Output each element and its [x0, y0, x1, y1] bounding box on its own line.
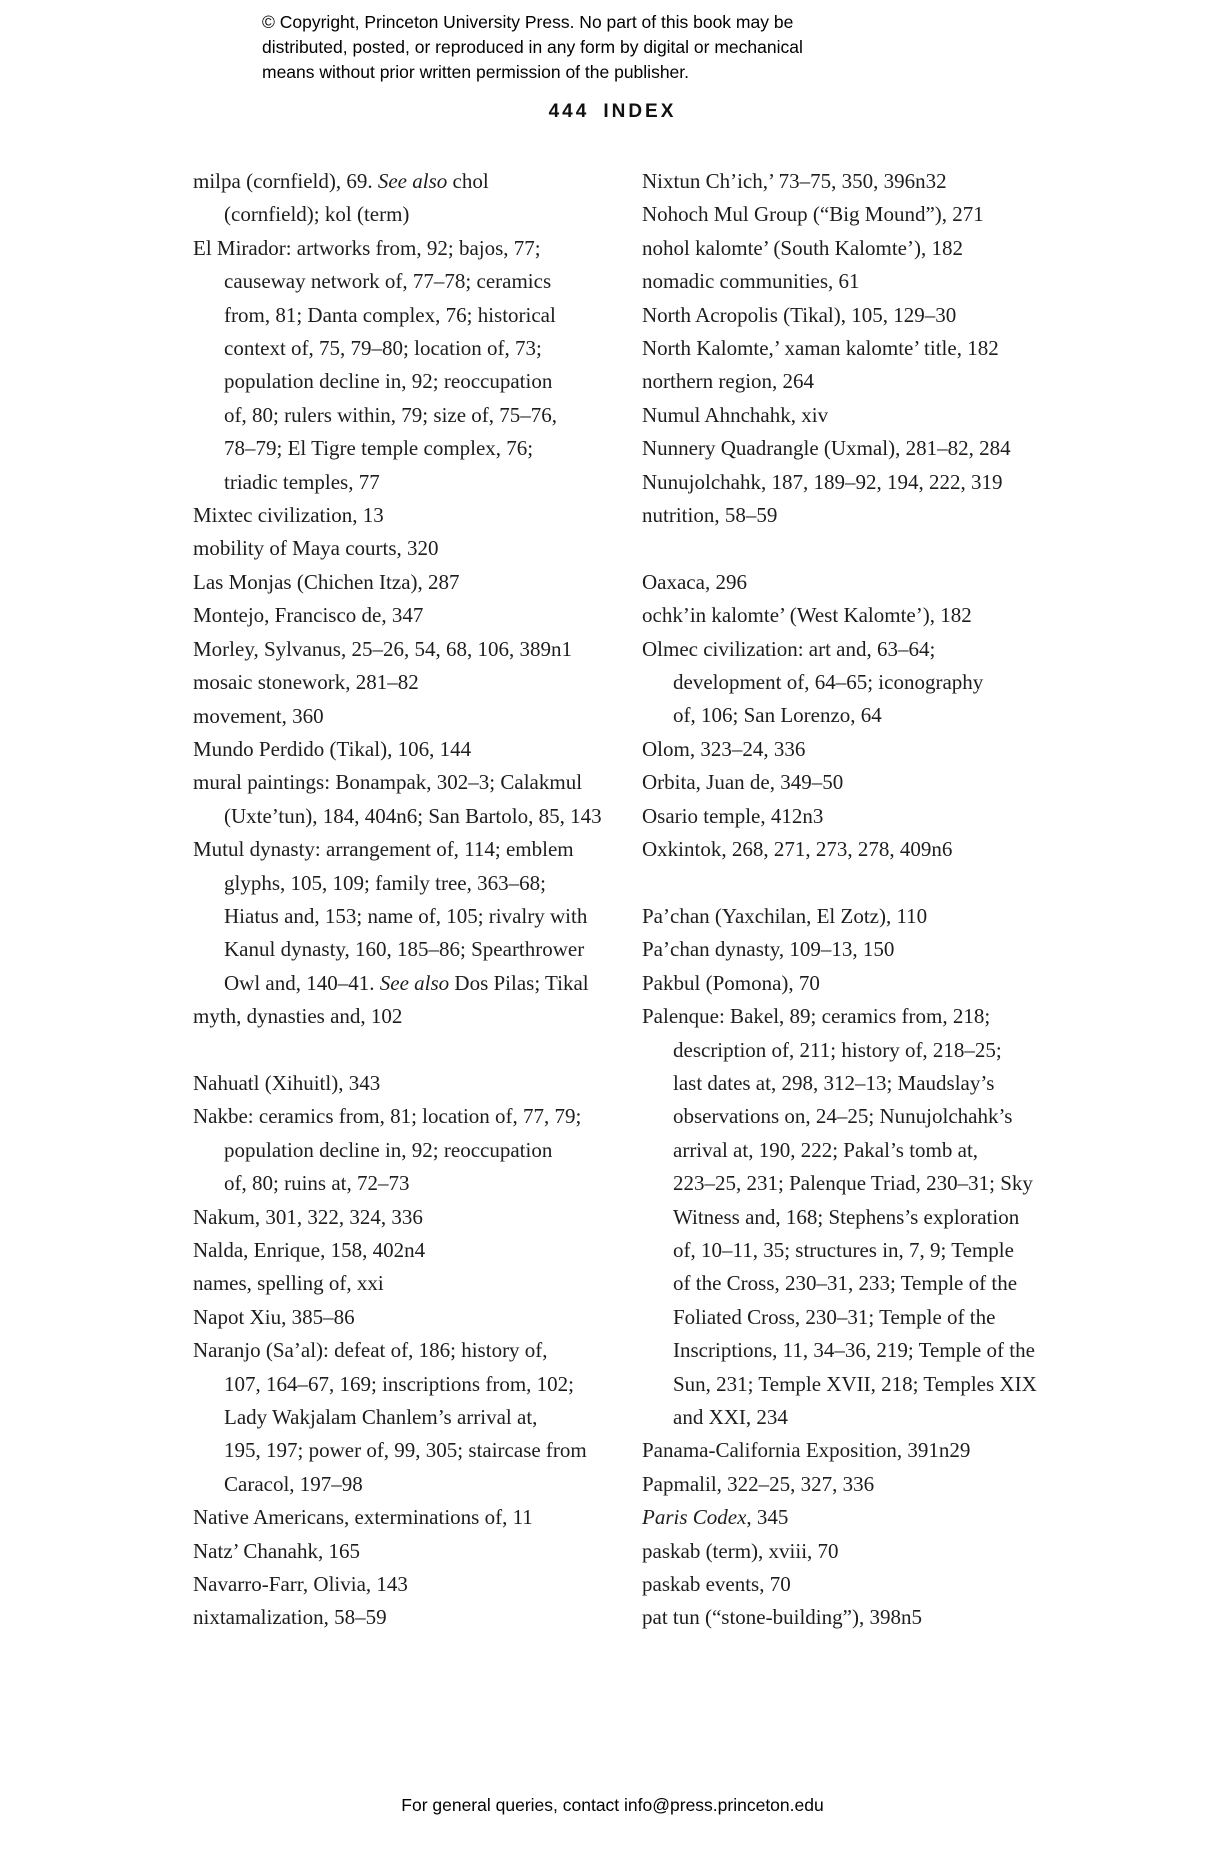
- index-entry-text: movement, 360: [193, 703, 324, 728]
- index-entry-line: [193, 198, 623, 231]
- index-entry-line: [193, 1201, 623, 1234]
- index-entry-line: [642, 1267, 1072, 1300]
- index-entry-line: [193, 599, 623, 632]
- index-entry-line: [193, 265, 623, 298]
- index-entry-line: [193, 165, 623, 198]
- index-entry-text: 78–79; El Tigre temple complex, 76;: [224, 436, 534, 461]
- index-entry-line: [193, 666, 623, 699]
- index-entry-line: [193, 1301, 623, 1334]
- index-entry-text: Witness and, 168; Stephens’s exploration: [673, 1204, 1020, 1229]
- index-entry-text: Mutul dynasty: arrangement of, 114; emblem: [193, 837, 574, 862]
- index-entry-line: [642, 933, 1072, 966]
- index-entry-text: North Kalomte,’ xaman kalomte’ title, 182: [642, 336, 999, 361]
- index-entry-text: description of, 211; history of, 218–25;: [673, 1037, 1002, 1062]
- index-entry-line: [642, 1401, 1072, 1434]
- index-entry-text: names, spelling of, xxi: [193, 1271, 384, 1296]
- index-entry-line: [642, 466, 1072, 499]
- index-entry-text: paskab (term), xviii, 70: [642, 1538, 839, 1563]
- index-entry-text: Caracol, 197–98: [224, 1471, 363, 1496]
- index-entry-text: Papmalil, 322–25, 327, 336: [642, 1471, 875, 1496]
- index-entry-line: [642, 332, 1072, 365]
- index-entry-text: causeway network of, 77–78; ceramics: [224, 269, 552, 294]
- index-entry-line: [642, 1034, 1072, 1067]
- index-entry-text: Las Monjas (Chichen Itza), 287: [193, 569, 460, 594]
- index-entry-line: [193, 299, 623, 332]
- index-entry-text: Numul Ahnchahk, xiv: [642, 402, 829, 427]
- index-entry-text: Mundo Perdido (Tikal), 106, 144: [193, 736, 472, 761]
- index-entry-text: myth, dynasties and, 102: [193, 1004, 403, 1029]
- index-column-right: [642, 165, 1072, 1635]
- index-entry-line: [193, 766, 623, 799]
- index-entry-line: [642, 1334, 1072, 1367]
- index-entry-text: El Mirador: artworks from, 92; bajos, 77;: [193, 235, 541, 260]
- index-entry-line: [193, 833, 623, 866]
- index-entry-line: [642, 800, 1072, 833]
- index-entry-text: Naranjo (Sa’al): defeat of, 186; history of,: [193, 1338, 548, 1363]
- index-entry-line: [642, 1167, 1072, 1200]
- index-entry-text: of, 106; San Lorenzo, 64: [673, 703, 882, 728]
- index-entry-line: [193, 633, 623, 666]
- index-entry-line: [642, 1501, 1072, 1534]
- index-entry-line: [642, 666, 1072, 699]
- index-entry-text: Nixtun Ch’ich,’ 73–75, 350, 396n32: [642, 169, 947, 193]
- index-entry-line: [193, 1267, 623, 1300]
- index-entry-line: [642, 833, 1072, 866]
- index-entry-text: mural paintings: Bonampak, 302–3; Calakmul: [193, 770, 583, 795]
- index-entry-text: Native Americans, exterminations of, 11: [193, 1505, 533, 1530]
- index-entry-line: [642, 699, 1072, 732]
- index-entry-line: [193, 967, 623, 1000]
- index-entry-text: nomadic communities, 61: [642, 269, 860, 294]
- index-entry-line: [193, 900, 623, 933]
- index-entry-italic-text: See also: [379, 970, 450, 995]
- index-entry-text: Navarro-Farr, Olivia, 143: [193, 1572, 408, 1597]
- index-entry-italic-text: See also: [377, 169, 448, 193]
- index-entry-text: Inscriptions, 11, 34–36, 219; Temple of the: [673, 1338, 1035, 1363]
- index-entry-line: [193, 566, 623, 599]
- index-entry-text: and XXI, 234: [673, 1405, 788, 1429]
- index-entry-text: Dos Pilas; Tikal: [449, 970, 589, 995]
- index-entry-line: [193, 1334, 623, 1367]
- copyright-line-1: © Copyright, Princeton University Press. No part of this book may be: [262, 12, 794, 32]
- index-entry-text: population decline in, 92; reoccupation: [224, 369, 553, 394]
- index-entry-line: [642, 399, 1072, 432]
- index-entry-text: glyphs, 105, 109; family tree, 363–68;: [224, 870, 546, 895]
- index-entry-line: [642, 232, 1072, 265]
- index-entry-text: Owl and, 140–41.: [224, 970, 380, 995]
- index-entry-line: [193, 1434, 623, 1467]
- index-entry-text: arrival at, 190, 222; Pakal’s tomb at,: [673, 1137, 979, 1162]
- index-entry-line: [193, 232, 623, 265]
- index-entry-text: ochk’in kalomte’ (West Kalomte’), 182: [642, 603, 972, 628]
- index-entry-line: [193, 1535, 623, 1568]
- index-entry-text: development of, 64–65; iconography: [673, 670, 984, 695]
- index-entry-text: Nohoch Mul Group (“Big Mound”), 271: [642, 202, 984, 227]
- index-entry-line: [193, 700, 623, 733]
- index-entry-line: [642, 633, 1072, 666]
- index-entry-line: [642, 1067, 1072, 1100]
- index-entry-text: Kanul dynasty, 160, 185–86; Spearthrower: [224, 937, 585, 962]
- index-entry-line: [193, 1067, 623, 1100]
- index-entry-line: [642, 900, 1072, 933]
- index-entry-text: from, 81; Danta complex, 76; historical: [224, 302, 556, 327]
- index-entry-text: Oxkintok, 268, 271, 273, 278, 409n6: [642, 837, 953, 862]
- index-entry-text: Orbita, Juan de, 349–50: [642, 770, 844, 795]
- index-entry-line: [642, 1201, 1072, 1234]
- index-entry-line: [193, 1167, 623, 1200]
- index-entry-line: [642, 599, 1072, 632]
- index-entry-line: [193, 399, 623, 432]
- index-entry-line: [193, 432, 623, 465]
- index-entry-line: [642, 499, 1072, 532]
- index-entry-line: [642, 1368, 1072, 1401]
- index-entry-line: [193, 1100, 623, 1133]
- index-entry-line: [642, 1100, 1072, 1133]
- index-entry-line: [642, 1134, 1072, 1167]
- index-entry-line: [642, 1434, 1072, 1467]
- index-entry-line: [642, 566, 1072, 599]
- index-entry-line: [193, 733, 623, 766]
- index-entry-text: of the Cross, 230–31, 233; Temple of the: [673, 1271, 1018, 1296]
- index-entry-text: population decline in, 92; reoccupation: [224, 1137, 553, 1162]
- index-entry-text: Oaxaca, 296: [642, 569, 747, 594]
- index-entry-text: Panama-California Exposition, 391n29: [642, 1438, 971, 1463]
- index-entry-line: [642, 198, 1072, 231]
- index-entry-line: [642, 967, 1072, 1000]
- index-entry-line: [642, 733, 1072, 766]
- index-entry-line: [193, 1000, 623, 1033]
- index-entry-text: nohol kalomte’ (South Kalomte’), 182: [642, 235, 963, 260]
- index-entry-text: Sun, 231; Temple XVII, 218; Temples XIX: [673, 1371, 1037, 1396]
- index-entry-line: [642, 165, 1072, 198]
- index-entry-text: of, 80; ruins at, 72–73: [224, 1171, 410, 1196]
- index-entry-line: [193, 800, 623, 833]
- index-entry-line: [193, 1368, 623, 1401]
- index-entry-line: [193, 1501, 623, 1534]
- index-entry-text: Olmec civilization: art and, 63–64;: [642, 636, 936, 661]
- index-entry-text: Montejo, Francisco de, 347: [193, 603, 424, 628]
- index-entry-line: [193, 1401, 623, 1434]
- index-entry-line: [642, 1535, 1072, 1568]
- copyright-notice: [262, 10, 803, 85]
- index-entry-text: Palenque: Bakel, 89; ceramics from, 218;: [642, 1004, 991, 1029]
- index-entry-text: Morley, Sylvanus, 25–26, 54, 68, 106, 389n1: [193, 636, 572, 661]
- index-entry-text: Hiatus and, 153; name of, 105; rivalry with: [224, 903, 588, 928]
- index-entry-line: [642, 1468, 1072, 1501]
- index-entry-text: triadic temples, 77: [224, 469, 380, 494]
- index-entry-text: nixtamalization, 58–59: [193, 1605, 387, 1630]
- index-entry-line: [193, 933, 623, 966]
- index-entry-line: [193, 1234, 623, 1267]
- index-entry-text: context of, 75, 79–80; location of, 73;: [224, 336, 542, 361]
- copyright-line-2: distributed, posted, or reproduced in any form by digital or mechanical: [262, 37, 803, 57]
- index-entry-text: (Uxte’tun), 184, 404n6; San Bartolo, 85, 143: [224, 803, 602, 828]
- index-entry-line: [193, 1568, 623, 1601]
- index-entry-text: Nunnery Quadrangle (Uxmal), 281–82, 284: [642, 436, 1011, 461]
- index-entry-text: Napot Xiu, 385–86: [193, 1304, 355, 1329]
- index-entry-line: [642, 265, 1072, 298]
- index-entry-text: last dates at, 298, 312–13; Maudslay’s: [673, 1070, 995, 1095]
- index-title: INDEX: [603, 101, 677, 122]
- index-entry-line: [642, 432, 1072, 465]
- index-entry-text: Mixtec civilization, 13: [193, 503, 384, 528]
- index-entry-line: [193, 1468, 623, 1501]
- index-entry-text: 223–25, 231; Palenque Triad, 230–31; Sky: [673, 1171, 1033, 1196]
- index-entry-text: nutrition, 58–59: [642, 503, 778, 528]
- index-entry-text: Olom, 323–24, 336: [642, 736, 806, 761]
- page-number: 444: [548, 101, 590, 122]
- index-entry-line: [642, 1301, 1072, 1334]
- index-entry-text: 107, 164–67, 169; inscriptions from, 102;: [224, 1371, 574, 1396]
- index-entry-text: Pa’chan (Yaxchilan, El Zotz), 110: [642, 903, 928, 928]
- index-entry-text: northern region, 264: [642, 369, 815, 394]
- index-entry-line: [193, 867, 623, 900]
- index-entry-italic-text: Paris Codex: [642, 1505, 747, 1530]
- index-entry-text: Nakbe: ceramics from, 81; location of, 77, 79;: [193, 1104, 582, 1129]
- index-entry-line: [193, 365, 623, 398]
- index-entry-text: chol: [447, 169, 489, 193]
- index-entry-line: [193, 466, 623, 499]
- index-entry-line: [642, 1568, 1072, 1601]
- index-entry-text: Natz’ Chanahk, 165: [193, 1538, 360, 1563]
- index-entry-text: paskab events, 70: [642, 1572, 791, 1597]
- running-head: [0, 101, 1225, 123]
- index-entry-text: of, 10–11, 35; structures in, 7, 9; Temple: [673, 1237, 1014, 1262]
- index-entry-line: [642, 365, 1072, 398]
- footer-contact-note: For general queries, contact info@press.princeton.edu: [401, 1795, 824, 1815]
- index-entry-text: North Acropolis (Tikal), 105, 129–30: [642, 302, 957, 327]
- index-entry-text: Osario temple, 412n3: [642, 803, 824, 828]
- index-entry-text: observations on, 24–25; Nunujolchahk’s: [673, 1104, 1013, 1129]
- index-entry-text: Nalda, Enrique, 158, 402n4: [193, 1237, 426, 1262]
- index-entry-line: [642, 766, 1072, 799]
- index-entry-text: , 345: [746, 1505, 789, 1530]
- index-entry-line: [193, 332, 623, 365]
- index-entry-line: [193, 1134, 623, 1167]
- index-entry-text: Pa’chan dynasty, 109–13, 150: [642, 937, 895, 962]
- index-entry-text: Nakum, 301, 322, 324, 336: [193, 1204, 423, 1229]
- index-entry-text: (cornfield); kol (term): [224, 202, 410, 227]
- index-entry-line: [642, 1234, 1072, 1267]
- index-entry-line: [642, 299, 1072, 332]
- index-entry-line: [193, 532, 623, 565]
- index-entry-text: Pakbul (Pomona), 70: [642, 970, 820, 995]
- index-entry-text: milpa (cornfield), 69.: [193, 169, 378, 193]
- index-entry-text: of, 80; rulers within, 79; size of, 75–76,: [224, 402, 558, 427]
- index-entry-text: mosaic stonework, 281–82: [193, 670, 419, 695]
- index-entry-text: Nunujolchahk, 187, 189–92, 194, 222, 319: [642, 469, 1003, 494]
- index-entry-line: [642, 1601, 1072, 1634]
- copyright-line-3: means without prior written permission of the publisher.: [262, 62, 690, 82]
- index-column-left: [193, 165, 623, 1635]
- index-entry-text: 195, 197; power of, 99, 305; staircase from: [224, 1438, 587, 1463]
- index-entry-line: [193, 1601, 623, 1634]
- index-entry-text: mobility of Maya courts, 320: [193, 536, 439, 561]
- index-entry-line: [193, 499, 623, 532]
- index-entry-text: Foliated Cross, 230–31; Temple of the: [673, 1304, 996, 1329]
- index-entry-text: pat tun (“stone-building”), 398n5: [642, 1605, 922, 1630]
- index-entry-text: Nahuatl (Xihuitl), 343: [193, 1070, 381, 1095]
- index-entry-text: Lady Wakjalam Chanlem’s arrival at,: [224, 1405, 538, 1430]
- index-entry-line: [642, 1000, 1072, 1033]
